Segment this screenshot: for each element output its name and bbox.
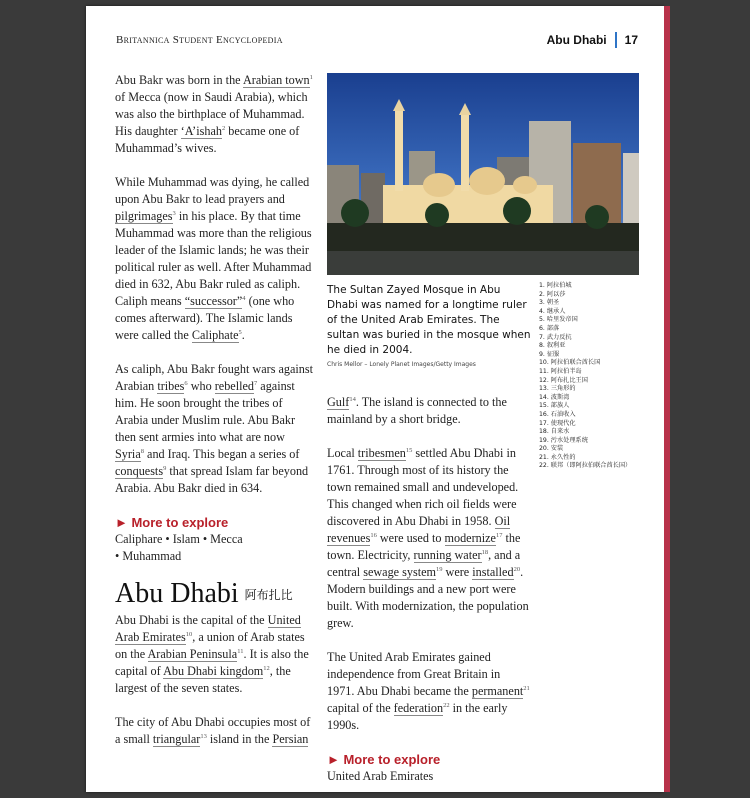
glossary-link[interactable]: Persian: [272, 732, 309, 746]
glossary-link[interactable]: Gulf: [327, 395, 350, 409]
glossary-entry: 14. 波斯湾: [539, 393, 570, 401]
more-to-explore-heading: ► More to explore: [327, 752, 441, 767]
photo-credit: Chris Mellor – Lonely Planet Images/Getty Images: [327, 361, 476, 368]
glossary-entry: 8. 叙利亚: [539, 342, 566, 350]
glossary-entry: 5. 哈里发帝国: [539, 316, 578, 324]
glossary-link[interactable]: Abu Dhabi kingdom: [163, 664, 264, 678]
glossary-link[interactable]: Caliphate: [191, 328, 239, 342]
glossary-entry: 19. 污水处理系统: [539, 436, 588, 444]
glossary-entry: 15. 部族人: [539, 402, 570, 410]
article-title: Abu Dhabi 阿布扎比: [115, 578, 293, 609]
paragraph: Gulf$^{14}$. The island is connected to the mainland by a short bridge.: [327, 395, 507, 426]
glossary-link[interactable]: modernize: [444, 531, 496, 545]
glossary-entry: 12. 阿布扎比王国: [539, 376, 588, 384]
paragraph: As caliph, Abu Bakr fought wars against Arabian tribes$^6$ who rebelled$^7$ against him. He soon brought the tribes of Arabia under Muslim rule. Abu Bakr then sent armies into what are now Syria$^8$ and Iraq. This began a series of conquests$^9$ that spread Islam far beyond Arabia. Abu Bakr died in 634.: [115, 362, 314, 495]
running-header-section: [547, 32, 638, 48]
glossary-entry: 10. 阿拉伯联合酋长国: [539, 359, 601, 367]
paragraph: The city of Abu Dhabi occupies most of a small triangular$^{13}$ island in the Persian: [115, 715, 311, 746]
page-number: 17: [624, 33, 638, 47]
glossary-entry: 20. 安装: [539, 445, 564, 453]
photo-caption: The Sultan Zayed Mosque in Abu Dhabi was named for a longtime ruler of the United Arab Emirates. The sultan was buried in the mosque when he died in 2004.: [327, 284, 531, 356]
glossary-link[interactable]: Arabian town: [242, 73, 310, 87]
glossary-entry: 11. 阿拉伯半岛: [539, 367, 582, 375]
page-edge-accent: [664, 6, 670, 792]
glossary-link[interactable]: installed: [472, 565, 514, 579]
left-column: [115, 72, 315, 765]
glossary-entry: 3. 朝圣: [539, 299, 560, 307]
glossary-list: [539, 282, 659, 471]
glossary-entry: 9. 征服: [539, 350, 560, 358]
glossary-link[interactable]: federation: [393, 701, 444, 715]
paragraph: Local tribesmen$^{15}$ settled Abu Dhabi in 1761. Through most of its history the town remained small and undeveloped. This changed when rich oil fields were discovered in Abu Dhabi in 1958. Oil revenues$^{16}$ were used to modernize$^{17}$ the town. Electricity, running water$^{18}$, and a central sewage system$^{19}$ were installed$^{20}$. Modern buildings and a new port were built. With modernization, the population grew.: [327, 446, 529, 630]
glossary-entry: 17. 使现代化: [539, 419, 576, 427]
header-divider: [615, 32, 617, 48]
glossary-entry: 2. 阿以莎: [539, 290, 566, 298]
paragraph: Abu Dhabi is the capital of the United Arab Emirates$^{10}$, a union of Arab states on the Arabian Peninsula$^{11}$. It is also the capital of Abu Dhabi kingdom$^{12}$, the largest of the seven states.: [115, 613, 309, 695]
glossary-link[interactable]: pilgrimages: [115, 209, 173, 223]
glossary-link[interactable]: tribes: [157, 379, 185, 393]
glossary-link[interactable]: sewage system: [363, 565, 436, 579]
paragraph: The United Arab Emirates gained independence from Great Britain in 1971. Abu Dhabi became the permanent$^{21}$ capital of the federation$^{22}$ in the early 1990s.: [327, 650, 530, 732]
glossary-link[interactable]: conquests: [115, 464, 164, 478]
more-to-explore-heading: ► More to explore: [115, 515, 229, 530]
glossary-link[interactable]: “successor”: [184, 294, 243, 308]
glossary-entry: 1. 阿拉伯城: [539, 282, 572, 289]
glossary-link[interactable]: United Arab Emirates: [115, 613, 301, 644]
header-topic: Abu Dhabi: [546, 33, 607, 47]
glossary-entry: 18. 自来水: [539, 428, 570, 436]
glossary-entry: 22. 联邦（即阿拉伯联合酋长国）: [539, 462, 632, 470]
right-column: [327, 394, 530, 785]
glossary-entry: 16. 石油收入: [539, 410, 576, 418]
more-to-explore-links[interactable]: United Arab Emirates: [327, 769, 434, 783]
glossary-entry: 13. 三角形的: [539, 385, 576, 393]
glossary-link[interactable]: tribesmen: [357, 446, 406, 460]
glossary-link[interactable]: Arabian Peninsula: [147, 647, 238, 661]
glossary-entry: 7. 武力反抗: [539, 333, 572, 341]
running-header-title: Britannica Student Encyclopedia: [116, 34, 283, 46]
paragraph: Abu Bakr was born in the Arabian town$^1$ of Mecca (now in Saudi Arabia), which was also the birthplace of Muhammad. His daughter ‘A’ishah$^2$ became one of Muhammad’s wives.: [115, 73, 313, 155]
glossary-entry: 21. 永久性的: [539, 453, 576, 461]
glossary-link[interactable]: Syria: [115, 447, 141, 461]
glossary-entry: 6. 部落: [539, 324, 560, 332]
paragraph: While Muhammad was dying, he called upon Abu Bakr to lead prayers and pilgrimages$^3$ in his place. By that time Muhammad was more than the religious leader of the Islamic lands; he was their political ruler as well. After Muhammad died in 632, Abu Bakr ruled as caliph. Caliph means “successor”$^4$ (one who comes afterward). The Islamic lands were called the Caliphate$^5$.: [115, 175, 312, 342]
article-title-chinese: 阿布扎比: [244, 588, 293, 602]
mosque-photo: [327, 73, 639, 275]
glossary-link[interactable]: rebelled: [214, 379, 254, 393]
glossary-link[interactable]: Oil revenues: [327, 514, 511, 545]
glossary-link[interactable]: running water: [413, 548, 482, 562]
glossary-link[interactable]: permanent: [471, 684, 524, 698]
glossary-entry: 4. 继承人: [539, 307, 566, 315]
glossary-link[interactable]: ‘A’ishah: [180, 124, 222, 138]
glossary-link[interactable]: triangular: [152, 732, 201, 746]
more-to-explore-links[interactable]: Caliphare • Islam • Mecca • Muhammad: [115, 532, 243, 563]
